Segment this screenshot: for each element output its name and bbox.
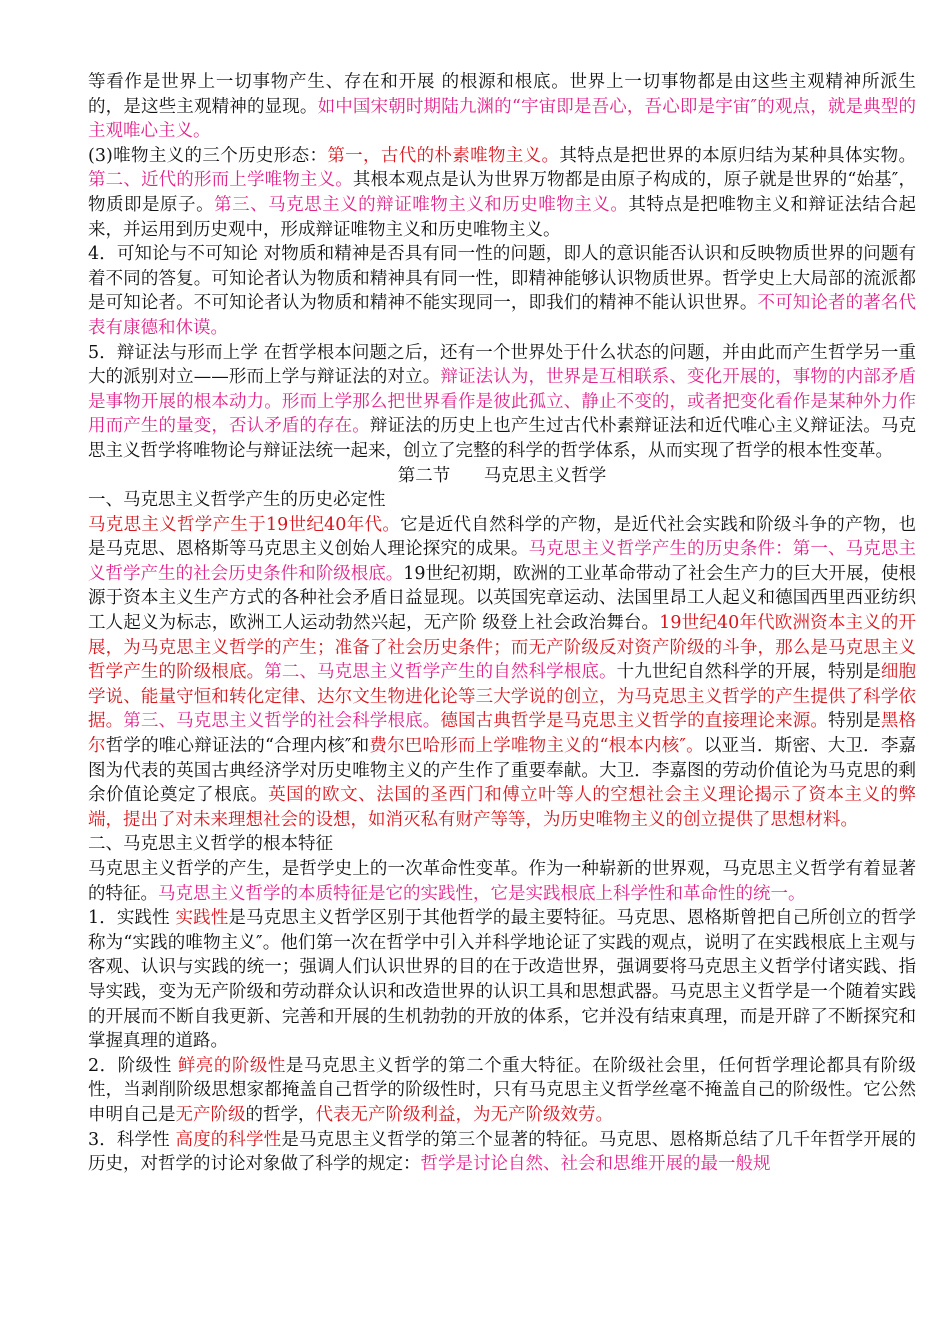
highlighted-text: 马克思主义哲学产生的历史条件：第一、马克思主义哲学产生的社会历史条件和阶级根底。 <box>88 539 917 584</box>
heading-basic-features: 二、马克思主义哲学的根本特征 <box>88 834 333 855</box>
highlighted-text: 第二、近代的形而上学唯物主义。 <box>88 170 353 191</box>
highlighted-text: 第三、马克思主义的辩证唯物主义和历史唯物主义。 <box>214 194 629 215</box>
highlighted-text: 辩证法认为，世界是互相联系、变化开展的，事物的内部矛盾是事物开展的根本动力。形而上学那么把世界看作是彼此孤立、静止不变的，或者把变化看作是某种外力作用而产生的量变，否认矛盾的存在。 <box>88 367 917 437</box>
text-run: (3)唯物主义的三个历史形态： <box>88 145 328 166</box>
text-run: 其特点是把唯物主义和辩证法结合起来，并运用到历史观中，形成辩证唯物主义和历史唯物主义。 <box>88 194 917 240</box>
text-run: 19世纪初期，欧洲的工业革命带动了社会生产力的巨大开展，使根源于资本主义生产方式的各种社会矛盾日益显现。以英国宪章运动、法国里昂工人起义和德国西里西亚纺织工人起义为标志，欧洲工人运动勃然兴起，无产阶 级登上社会政治舞台。 <box>88 563 916 634</box>
paragraph-scientific-nature <box>88 1128 916 1177</box>
paragraph-dialectics <box>88 341 916 464</box>
text-run: 特别是 <box>828 711 881 732</box>
text-run: 辩证法的历史上也产生过古代朴素辩证法和近代唯心主义辩证法。马克思主义哲学将唯物论与辩证法统一起来，创立了完整的科学的哲学体系，从而实现了哲学的根本性变革。 <box>88 416 917 461</box>
paragraph-materialism-forms <box>88 144 916 242</box>
paragraph-historical-conditions <box>88 513 916 833</box>
highlighted-text: 第一，古代的朴素唯物主义。 <box>327 145 560 166</box>
text-run: 其特点是把世界的本原归结为某种具体实物。 <box>559 145 917 166</box>
text-run: 的哲学， <box>245 1104 316 1125</box>
section-number: 第二节 <box>397 465 451 486</box>
highlighted-text: 马克思主义哲学产生于19世纪40年代。 <box>88 514 401 535</box>
highlighted-text: 实践性 <box>175 908 229 929</box>
highlighted-text: 黑格尔 <box>88 711 917 757</box>
section-name: 马克思主义哲学 <box>483 465 607 486</box>
paragraph-class-nature <box>88 1054 916 1128</box>
text-run: 马克思主义哲学的产生，是哲学史上的一次革命性变革。作为一种崭新的世界观，马克思主义哲学有着显著的特征。 <box>88 859 916 904</box>
highlighted-text: 如中国宋朝时期陆九渊的“宇宙即是吾心，吾心即是宇宙″的观点，就是典型的主观唯心主义。 <box>88 96 916 142</box>
text-run: 其根本观点是认为世界万物都是由原子构成的，原子就是世界的“始基″，物质即是原子。 <box>88 170 917 215</box>
highlighted-text: 第三、马克思主义哲学的社会科学根底。 <box>123 711 441 732</box>
text-run: 是马克思主义哲学区别于其他哲学的最主要特征。马克思、恩格斯曾把自己所创立的哲学称为“实践的唯物主义″。他们第一次在哲学中引入并科学地论证了实践的观点，说明了在实践根底上主观与客观、认识与实践的统一；强调人们认识世界的目的在于改造世界，强调要将马克思主义哲学付诸实践、指导实践，变为无产阶级和劳动群众认识和改造世界的认识工具和思想武器。马克思主义哲学是一个随着实践的开展而不断自我更新、完善和开展的生机勃勃的开放的体系，它并没有结束真理，而是开辟了不断探究和掌握真理的道路。 <box>88 908 917 1052</box>
text-run: 等看作是世界上一切事物产生、存在和开展 的根源和根底。世界上一切事物都是由这些主观精神所派生的，是这些主观精神的显现。 <box>88 72 916 117</box>
text-run: 4．可知论与不可知论 对物质和精神是否具有同一性的问题，即人的意识能否认识和反映物质世界的问题有着不同的答复。可知论者认为物质和精神具有同一性，即精神能够认识物质世界。哲学史上大局部的流派都是可知论者。不可知论者认为物质和精神不能实现同一，即我们的精神不能认识世界。 <box>88 244 916 314</box>
document-page <box>88 70 916 1177</box>
paragraph-subjective-idealism <box>88 70 916 144</box>
paragraph-agnosticism <box>88 242 916 340</box>
highlighted-text: 马克思主义哲学的本质特征是它的实践性，它是实践根底上科学性和革命性的统一。 <box>158 883 806 904</box>
paragraph-practicality <box>88 906 916 1054</box>
text-run: 是马克思主义哲学的第二个重大特征。在阶级社会里，任何哲学理论都具有阶级性，当剥削阶级思想家都掩盖自己哲学的阶级性时，只有马克思主义哲学丝毫不掩盖自己的阶级性。它公然申明自己是 <box>88 1055 917 1125</box>
text-run: 3．科学性 <box>88 1129 176 1150</box>
highlighted-text: 高度的科学性 <box>175 1129 282 1150</box>
text-run: 5．辩证法与形而上学 在哲学根本问题之后，还有一个世界处于什么状态的问题，并由此而产生哲学另一重大的派别对立——形而上学与辩证法的对立。 <box>88 342 916 388</box>
highlighted-text: 费尔巴哈形而上学唯物主义的“根本内核″。 <box>369 736 704 757</box>
highlighted-text: 不可知论者的著名代表有康德和休谟。 <box>88 293 917 338</box>
text-run: 十九世纪自然科学的开展，特别是 <box>616 662 881 683</box>
highlighted-text: 鲜亮的阶级性 <box>177 1055 286 1076</box>
text-run: 是马克思主义哲学的第三个显著的特征。马克思、恩格斯总结了几千年哲学开展的历史，对哲学的讨论对象做了科学的规定： <box>88 1129 917 1175</box>
highlighted-text: 代表无产阶级利益，为无产阶级效劳。 <box>315 1104 613 1125</box>
text-run: 2．阶级性 <box>88 1055 178 1076</box>
text-run: 1．实践性 <box>88 908 176 929</box>
highlighted-text: 第二、马克思主义哲学产生的自然科学根底。 <box>264 662 617 683</box>
highlighted-text: 细胞学说、能量守恒和转化定律、达尔文生物进化论等三大学说的创立，为马克思主义哲学的产生提供了科学依据。 <box>88 662 917 732</box>
highlighted-text: 哲学是讨论自然、社会和思维开展的最一般规 <box>420 1154 771 1175</box>
highlighted-text: 无产阶级 <box>175 1104 246 1125</box>
highlighted-text: 19世纪40年代欧洲资本主义的开展，为马克思主义哲学的产生；准备了社会历史条件；而无产阶级反对资产阶级的斗争，那么是马克思主义哲学产生的阶级根底。 <box>88 613 916 683</box>
heading-historical-necessity: 一、马克思主义哲学产生的历史必定性 <box>88 490 386 511</box>
section-title <box>88 464 916 489</box>
paragraph-features-intro <box>88 857 916 906</box>
highlighted-text: 英国的欧文、法国的圣西门和傅立叶等人的空想社会主义理论揭示了资本主义的弊端，提出了对未来理想社会的设想，如消灭私有财产等等，为历史唯物主义的创立提供了思想材料。 <box>88 785 917 830</box>
text-run: 哲学的唯心辩证法的“合理内核″和 <box>105 736 370 757</box>
highlighted-text: 德国古典哲学是马克思主义哲学的直接理论来源。 <box>440 711 829 732</box>
text-run: 它是近代自然科学的产物，是近代社会实践和阶级斗争的产物，也是马克思、恩格斯等马克思主义创始人理论探究的成果。 <box>88 514 916 560</box>
text-run: 以亚当．斯密、大卫．李嘉图为代表的英国古典经济学对历史唯物主义的产生作了重要奉献。大卫．李嘉图的劳动价值论为马克思的剩余价值论奠定了根底。 <box>88 736 917 806</box>
